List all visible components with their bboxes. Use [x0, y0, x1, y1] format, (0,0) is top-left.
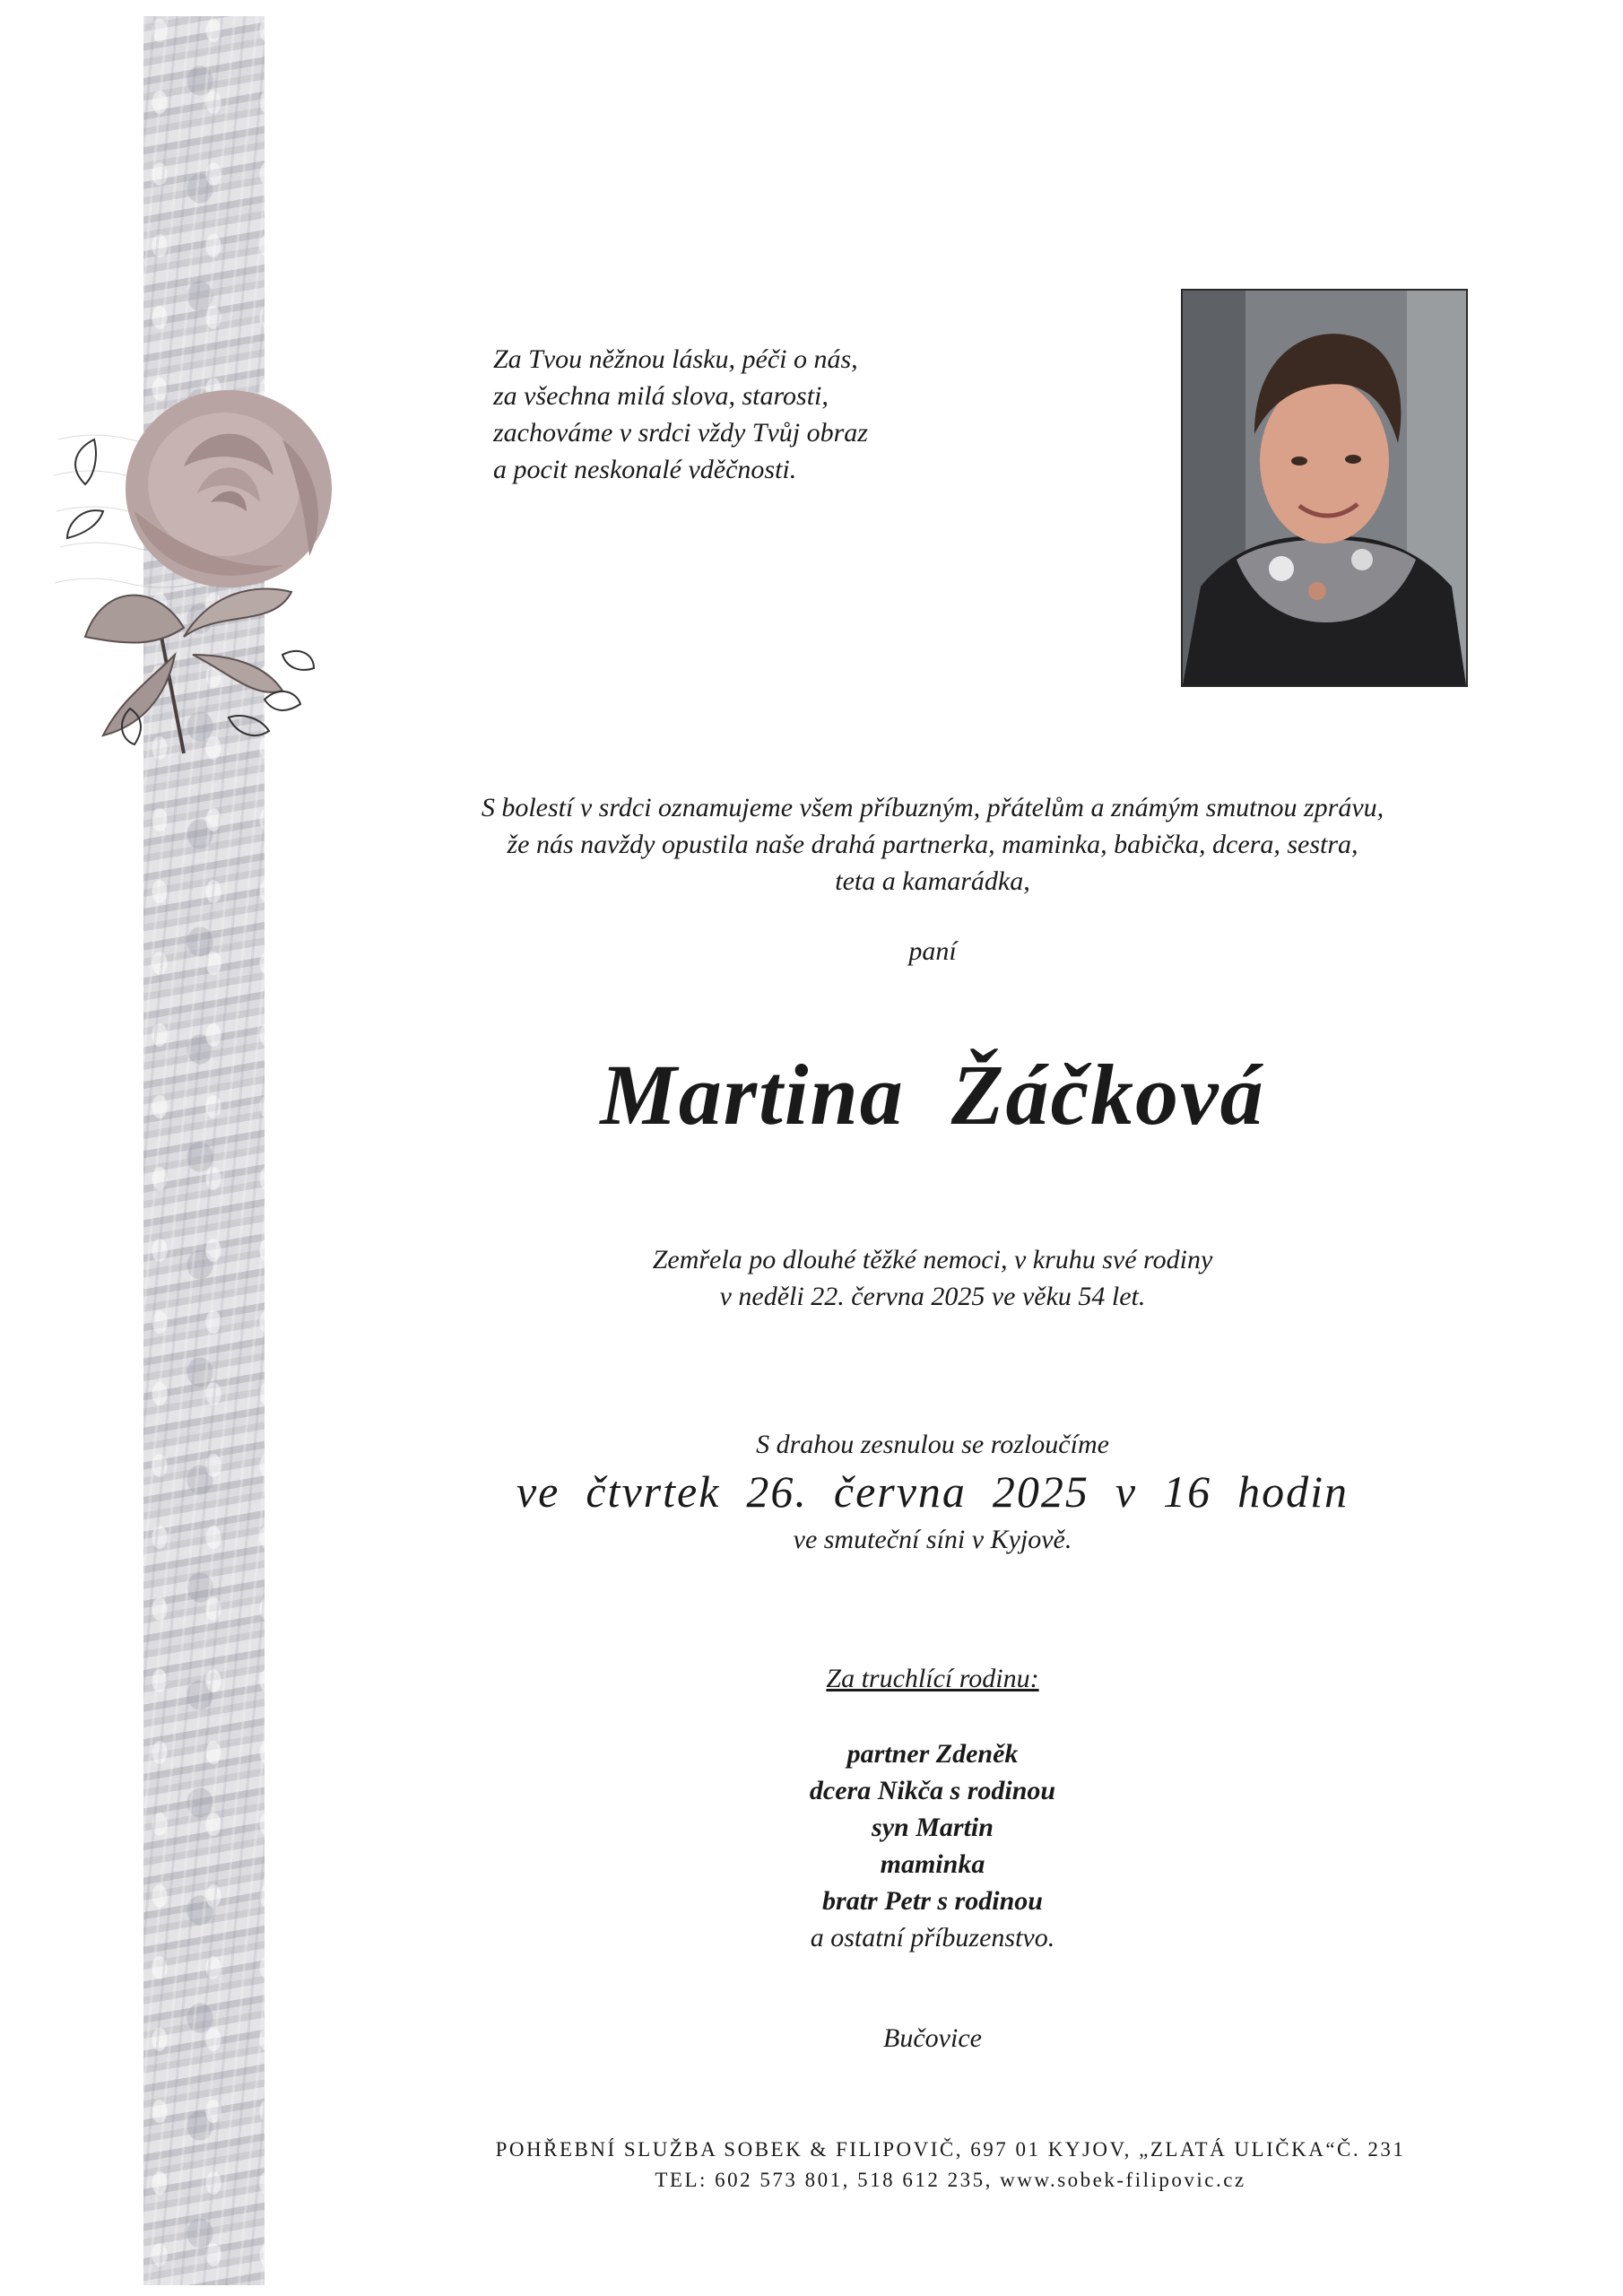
- announcement-line: teta a kamarádka,: [835, 866, 1030, 896]
- mourner-item: syn Martin: [872, 1813, 994, 1842]
- poem-line: za všechna milá slova, starosti,: [493, 381, 829, 411]
- rose-illustration: [49, 359, 372, 780]
- deceased-name: Martina Žáčková: [600, 1047, 1265, 1143]
- announcement-text: [314, 789, 1551, 900]
- town-name: Bučovice: [883, 2023, 982, 2053]
- footer-contact: TEL: 602 573 801, 518 612 235, www.sobek-filipovic.cz: [655, 2169, 1246, 2191]
- mourners-title: Za truchlící rodinu:: [826, 1664, 1039, 1693]
- death-info: [314, 1241, 1551, 1315]
- poem-line: a pocit neskonalé vděčnosti.: [493, 455, 797, 484]
- farewell-intro: S drahou zesnulou se rozloučíme: [756, 1430, 1109, 1459]
- mourner-item: maminka: [880, 1849, 985, 1879]
- death-line: v neděli 22. června 2025 ve věku 54 let.: [719, 1282, 1146, 1311]
- poem-line: zachováme v srdci vždy Tvůj obraz: [493, 418, 868, 448]
- farewell-place: ve smuteční síni v Kyjově.: [793, 1525, 1072, 1554]
- mourner-item: partner Zdeněk: [846, 1739, 1019, 1769]
- announcement-line: S bolestí v srdci oznamujeme všem příbuzným, přátelům a známým smutnou zprávu,: [481, 793, 1384, 822]
- mourners-list: [314, 1735, 1551, 1956]
- mourners-closing: a ostatní příbuzenstvo.: [810, 1923, 1055, 1952]
- death-line: Zemřela po dlouhé těžké nemoci, v kruhu své rodiny: [652, 1245, 1213, 1274]
- memorial-poem: [493, 341, 868, 488]
- mourner-item: bratr Petr s rodinou: [822, 1886, 1043, 1916]
- announcement-line: že nás navždy opustila naše drahá partnerka, maminka, babička, dcera, sestra,: [507, 830, 1358, 859]
- portrait-illustration: [1183, 291, 1466, 685]
- funeral-service-footer: [377, 2135, 1524, 2196]
- mourner-item: dcera Nikča s rodinou: [809, 1776, 1056, 1805]
- honorific: paní: [908, 936, 957, 966]
- footer-address: POHŘEBNÍ SLUŽBA SOBEK & FILIPOVIČ, 697 01 KYJOV, „ZLATÁ ULIČKA“Č. 231: [495, 2138, 1406, 2161]
- portrait-photo: [1181, 289, 1468, 687]
- farewell-date: ve čtvrtek 26. června 2025 v 16 hodin: [516, 1466, 1349, 1517]
- poem-line: Za Tvou něžnou lásku, péči o nás,: [493, 344, 858, 374]
- decorative-ribbon: [143, 16, 265, 2285]
